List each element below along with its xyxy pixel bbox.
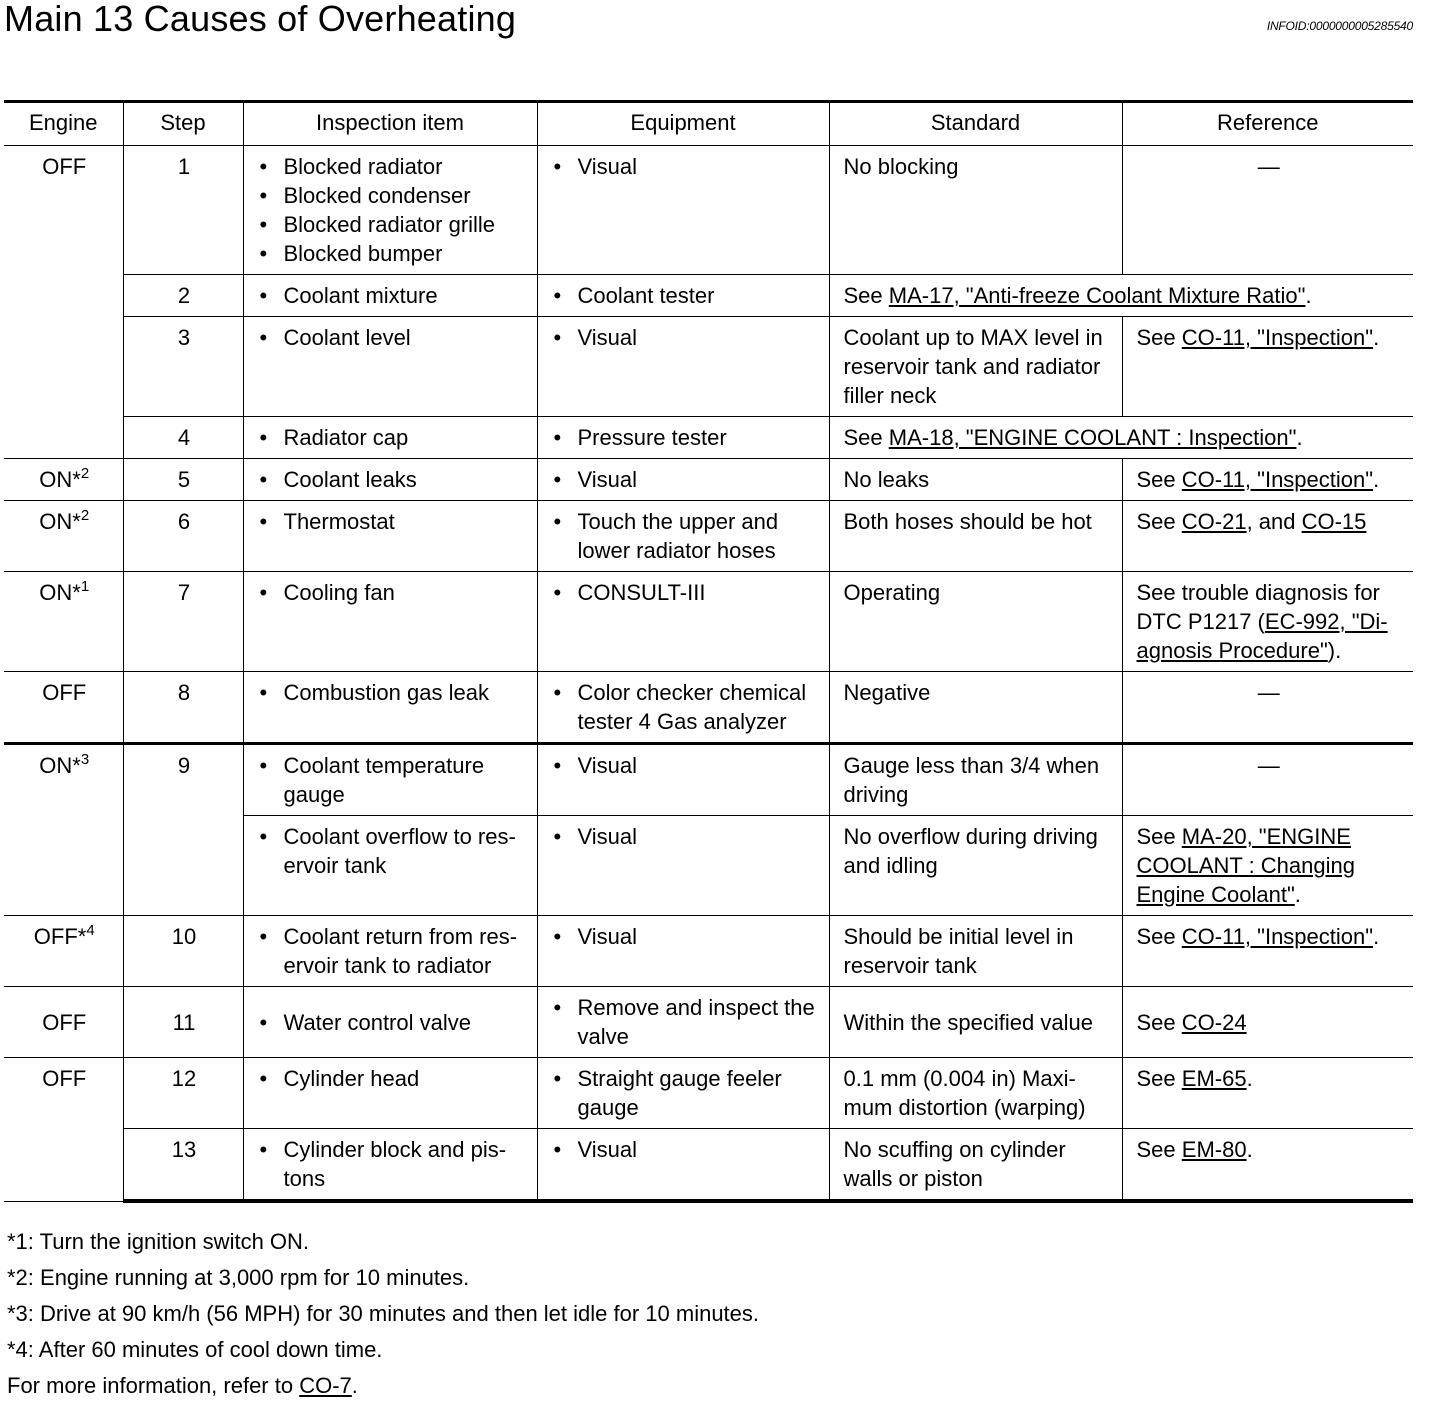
equipment-cell bbox=[537, 146, 829, 275]
step-cell: 1 bbox=[123, 146, 243, 275]
equipment-cell bbox=[537, 987, 829, 1058]
reference-link[interactable]: CO-24 bbox=[1181, 1009, 1247, 1035]
reference-cell: — bbox=[1122, 744, 1413, 816]
standard-cell: No leaks bbox=[829, 459, 1122, 501]
footnote-marker: 2 bbox=[80, 465, 90, 482]
text-suffix: . bbox=[351, 1373, 358, 1398]
list-item: • Color checker chemical tester 4 Gas analyzer bbox=[552, 678, 817, 736]
standard-cell: Operating bbox=[829, 572, 1122, 672]
inspection-item-cell bbox=[243, 417, 537, 459]
list-item: • Blocked condenser bbox=[258, 181, 525, 210]
column-header-step: Step bbox=[123, 102, 243, 146]
list-item: • Visual bbox=[552, 822, 817, 851]
step-cell: 8 bbox=[123, 672, 243, 744]
standard-cell bbox=[829, 275, 1413, 317]
text-suffix: . bbox=[1373, 467, 1380, 492]
equipment-cell bbox=[537, 916, 829, 987]
list-item: • Coolant return from res-ervoir tank to radiator bbox=[258, 922, 525, 980]
list-item: • Coolant leaks bbox=[258, 465, 525, 494]
table-row bbox=[4, 744, 1413, 816]
footnote-marker: 1 bbox=[80, 578, 90, 595]
reference-link[interactable]: MA-17, "Anti-freeze Coolant Mixture Ratio" bbox=[888, 283, 1306, 308]
equipment-cell bbox=[537, 501, 829, 572]
list-item: • Thermostat bbox=[258, 507, 525, 536]
table-row bbox=[4, 501, 1413, 572]
reference-link[interactable]: CO-15 bbox=[1301, 509, 1367, 534]
list-item: • Visual bbox=[552, 465, 817, 494]
column-header-inspection-item: Inspection item bbox=[243, 102, 537, 146]
table-row bbox=[4, 572, 1413, 672]
standard-cell: No blocking bbox=[829, 146, 1122, 275]
step-cell: 9 bbox=[123, 744, 243, 916]
text-suffix: . bbox=[1246, 1137, 1253, 1162]
page-title: Main 13 Causes of Overheating bbox=[4, 0, 517, 39]
equipment-cell bbox=[537, 1129, 829, 1202]
text-prefix: See bbox=[1136, 824, 1182, 849]
list-item: • Water control valve bbox=[258, 1008, 525, 1037]
table-row bbox=[4, 317, 1413, 417]
equipment-cell bbox=[537, 417, 829, 459]
equipment-cell bbox=[537, 572, 829, 672]
text-suffix: . bbox=[1246, 1066, 1253, 1091]
list-item: • CONSULT-III bbox=[552, 578, 817, 607]
engine-cell bbox=[4, 572, 123, 672]
footnote-marker: 4 bbox=[86, 922, 95, 939]
list-item: • Coolant temperature gauge bbox=[258, 751, 525, 809]
reference-cell bbox=[1122, 987, 1413, 1058]
table-row bbox=[4, 275, 1413, 317]
reference-cell bbox=[1122, 501, 1413, 572]
reference-cell bbox=[1122, 1129, 1413, 1202]
list-item: • Cooling fan bbox=[258, 578, 525, 607]
list-item: • Visual bbox=[552, 323, 817, 352]
reference-cell bbox=[1122, 459, 1413, 501]
reference-link[interactable]: CO-21 bbox=[1181, 509, 1247, 534]
standard-cell: No scuffing on cylinder walls or piston bbox=[829, 1129, 1122, 1202]
engine-state: ON* bbox=[39, 580, 81, 605]
table-row bbox=[4, 987, 1413, 1058]
column-header-equipment: Equipment bbox=[537, 102, 829, 146]
reference-link[interactable]: CO-11, "Inspection" bbox=[1181, 467, 1374, 492]
list-item: • Cylinder head bbox=[258, 1064, 525, 1093]
engine-state: ON* bbox=[39, 509, 81, 534]
reference-link[interactable]: MA-20, "ENGINE COOLANT : Changing Engine Coolant" bbox=[1136, 824, 1355, 907]
step-cell: 13 bbox=[123, 1129, 243, 1202]
inspection-item-cell bbox=[243, 1129, 537, 1202]
step-cell: 5 bbox=[123, 459, 243, 501]
text-suffix: . bbox=[1373, 325, 1380, 350]
footnote-marker: 3 bbox=[80, 751, 90, 768]
text-prefix: See bbox=[1136, 325, 1182, 350]
text-prefix: See trouble diagnosis for DTC P1217 ( bbox=[1136, 580, 1380, 634]
text-suffix: . bbox=[1294, 882, 1301, 907]
step-cell: 2 bbox=[123, 275, 243, 317]
engine-cell: OFF bbox=[4, 1058, 123, 1202]
footnote-marker: 2 bbox=[80, 507, 90, 524]
list-item: • Visual bbox=[552, 751, 817, 780]
list-item: • Coolant tester bbox=[552, 281, 817, 310]
text-prefix: See bbox=[843, 283, 889, 308]
text-suffix: ). bbox=[1327, 638, 1342, 663]
table-row bbox=[4, 417, 1413, 459]
text-prefix: See bbox=[843, 425, 889, 450]
standard-cell: Negative bbox=[829, 672, 1122, 744]
table-row bbox=[4, 146, 1413, 275]
standard-cell: 0.1 mm (0.004 in) Maxi-mum distortion (warping) bbox=[829, 1058, 1122, 1129]
engine-cell bbox=[4, 501, 123, 572]
inspection-item-cell bbox=[243, 987, 537, 1058]
text-mid: , and bbox=[1246, 509, 1302, 534]
more-info-line bbox=[7, 1368, 759, 1404]
inspection-item-cell bbox=[243, 501, 537, 572]
list-item: • Remove and inspect the valve bbox=[552, 993, 817, 1051]
step-cell: 7 bbox=[123, 572, 243, 672]
footnote: *4: After 60 minutes of cool down time. bbox=[7, 1337, 383, 1362]
inspection-item-cell bbox=[243, 916, 537, 987]
reference-link[interactable]: CO-11, "Inspection" bbox=[1181, 924, 1374, 949]
text-suffix: . bbox=[1305, 283, 1312, 308]
list-item: • Coolant overflow to res-ervoir tank bbox=[258, 822, 525, 880]
list-item: • Coolant mixture bbox=[258, 281, 525, 310]
inspection-item-cell bbox=[243, 146, 537, 275]
equipment-cell bbox=[537, 275, 829, 317]
footnotes bbox=[7, 1224, 759, 1404]
inspection-item-cell bbox=[243, 744, 537, 816]
text-prefix: See bbox=[1136, 509, 1182, 534]
engine-state: ON* bbox=[39, 753, 81, 778]
standard-cell: Both hoses should be hot bbox=[829, 501, 1122, 572]
equipment-cell bbox=[537, 672, 829, 744]
column-header-engine: Engine bbox=[4, 102, 123, 146]
table-header-row bbox=[4, 102, 1413, 146]
text-prefix: See bbox=[1136, 1066, 1182, 1091]
inspection-item-cell bbox=[243, 816, 537, 916]
reference-cell: — bbox=[1122, 672, 1413, 744]
list-item: • Blocked radiator grille bbox=[258, 210, 525, 239]
table-row bbox=[4, 459, 1413, 501]
equipment-cell bbox=[537, 1058, 829, 1129]
info-id: INFOID:0000000005285540 bbox=[1266, 19, 1413, 33]
table-row bbox=[4, 672, 1413, 744]
list-item: • Visual bbox=[552, 152, 817, 181]
table-row bbox=[4, 1058, 1413, 1129]
standard-cell: No overflow during driving and idling bbox=[829, 816, 1122, 916]
engine-state: OFF* bbox=[33, 924, 87, 949]
text-prefix: For more information, refer to bbox=[7, 1373, 300, 1398]
standard-cell: Within the specified value bbox=[829, 987, 1122, 1058]
reference-cell bbox=[1122, 816, 1413, 916]
equipment-cell bbox=[537, 816, 829, 916]
inspection-item-cell bbox=[243, 317, 537, 417]
reference-cell bbox=[1122, 916, 1413, 987]
list-item: • Combustion gas leak bbox=[258, 678, 525, 707]
engine-cell: OFF bbox=[4, 672, 123, 744]
footnote: *3: Drive at 90 km/h (56 MPH) for 30 minutes and then let idle for 10 minutes. bbox=[7, 1301, 760, 1326]
column-header-reference: Reference bbox=[1122, 102, 1413, 146]
inspection-item-cell bbox=[243, 275, 537, 317]
engine-cell bbox=[4, 916, 123, 987]
equipment-cell bbox=[537, 459, 829, 501]
step-cell: 4 bbox=[123, 417, 243, 459]
equipment-cell bbox=[537, 317, 829, 417]
inspection-item-cell bbox=[243, 672, 537, 744]
reference-link[interactable]: EM-65 bbox=[1181, 1066, 1247, 1091]
step-cell: 11 bbox=[123, 987, 243, 1058]
reference-link[interactable]: EM-80 bbox=[1181, 1137, 1247, 1162]
table-row bbox=[4, 1129, 1413, 1202]
reference-link[interactable]: CO-11, "Inspection" bbox=[1181, 325, 1374, 350]
text-suffix: . bbox=[1373, 924, 1380, 949]
text-suffix: . bbox=[1296, 425, 1303, 450]
list-item: • Coolant level bbox=[258, 323, 525, 352]
step-cell: 12 bbox=[123, 1058, 243, 1129]
reference-cell bbox=[1122, 1058, 1413, 1129]
standard-cell: Gauge less than 3/4 when driving bbox=[829, 744, 1122, 816]
standard-cell: Coolant up to MAX level in reservoir tank and radiator filler neck bbox=[829, 317, 1122, 417]
list-item: • Visual bbox=[552, 922, 817, 951]
engine-state: ON* bbox=[39, 467, 81, 492]
list-item: • Cylinder block and pis-tons bbox=[258, 1135, 525, 1193]
overheating-causes-table bbox=[4, 100, 1413, 1203]
text-prefix: See bbox=[1136, 467, 1182, 492]
engine-cell bbox=[4, 744, 123, 916]
step-cell: 3 bbox=[123, 317, 243, 417]
engine-cell: OFF bbox=[4, 987, 123, 1058]
inspection-item-cell bbox=[243, 459, 537, 501]
footnote: *1: Turn the ignition switch ON. bbox=[7, 1229, 310, 1254]
reference-cell bbox=[1122, 572, 1413, 672]
text-prefix: See bbox=[1136, 1137, 1182, 1162]
reference-link[interactable]: MA-18, "ENGINE COOLANT : Inspection" bbox=[888, 425, 1297, 450]
list-item: • Pressure tester bbox=[552, 423, 817, 452]
inspection-item-cell bbox=[243, 1058, 537, 1129]
table-row bbox=[4, 916, 1413, 987]
reference-cell bbox=[1122, 317, 1413, 417]
list-item: • Blocked bumper bbox=[258, 239, 525, 268]
column-header-standard: Standard bbox=[829, 102, 1122, 146]
list-item: • Radiator cap bbox=[258, 423, 525, 452]
reference-link[interactable]: CO-7 bbox=[299, 1373, 352, 1398]
text-prefix: See bbox=[1136, 924, 1182, 949]
reference-cell: — bbox=[1122, 146, 1413, 275]
engine-cell bbox=[4, 459, 123, 501]
text-prefix: See bbox=[1136, 1009, 1182, 1035]
engine-cell: OFF bbox=[4, 146, 123, 459]
equipment-cell bbox=[537, 744, 829, 816]
footnote: *2: Engine running at 3,000 rpm for 10 minutes. bbox=[7, 1265, 470, 1290]
list-item: • Visual bbox=[552, 1135, 817, 1164]
step-cell: 10 bbox=[123, 916, 243, 987]
list-item: • Straight gauge feeler gauge bbox=[552, 1064, 817, 1122]
list-item: • Blocked radiator bbox=[258, 152, 525, 181]
reference-link[interactable]: EC-992, "Di-agnosis Procedure" bbox=[1136, 609, 1388, 663]
standard-cell: Should be initial level in reservoir tank bbox=[829, 916, 1122, 987]
standard-cell bbox=[829, 417, 1413, 459]
step-cell: 6 bbox=[123, 501, 243, 572]
list-item: • Touch the upper and lower radiator hoses bbox=[552, 507, 817, 565]
inspection-item-cell bbox=[243, 572, 537, 672]
